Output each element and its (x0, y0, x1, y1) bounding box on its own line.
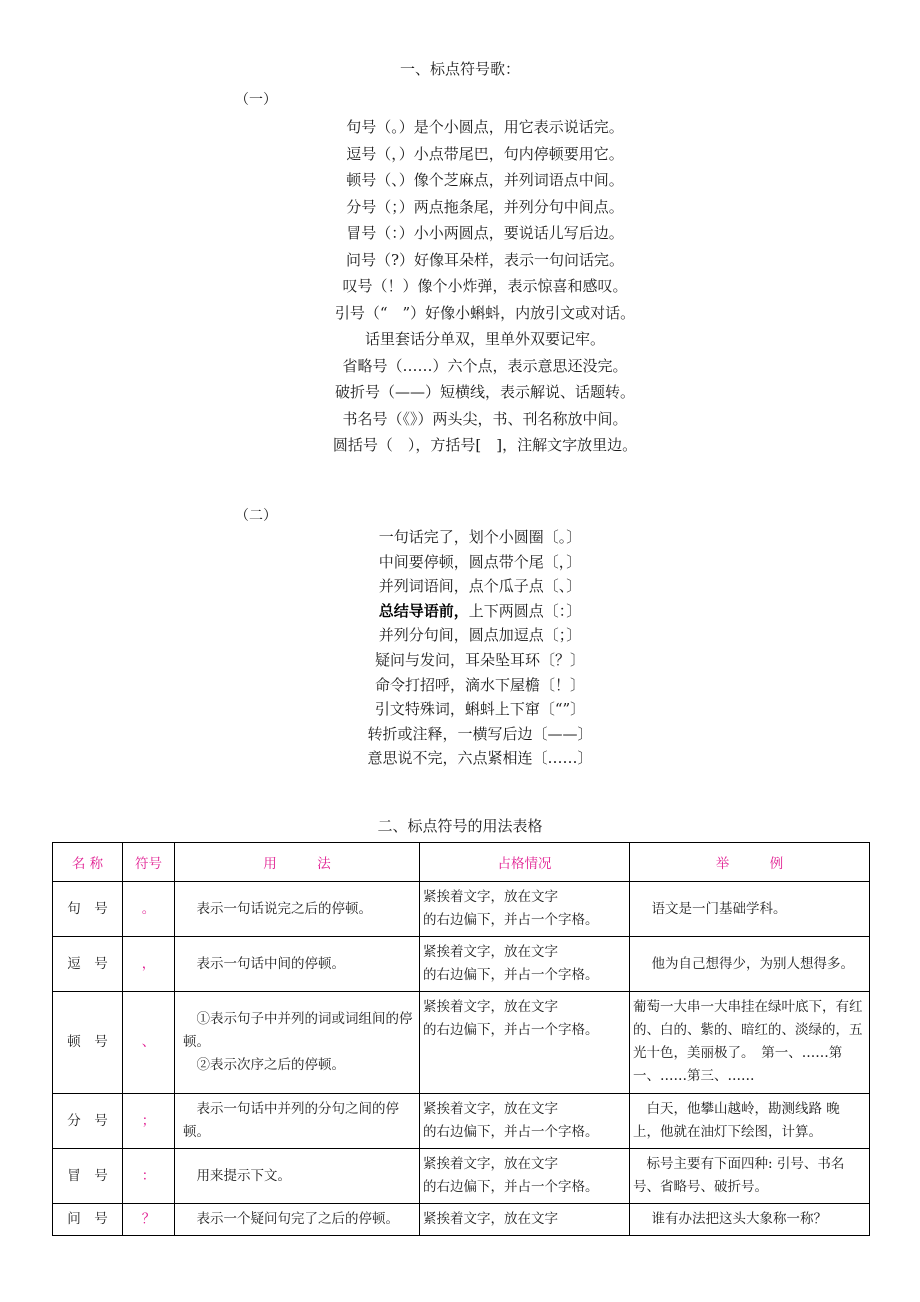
poem2-line: 转折或注释，一横写后边〔——〕 (367, 724, 593, 743)
poem2-line: 引文特殊词，蝌蚪上下窜〔“”〕 (374, 700, 586, 719)
poem1-line: 冒号（：）小小两圆点，要说话儿写后边。 (346, 224, 624, 242)
poem1-line: 省略号（……）六个点，表示意思还没完。 (342, 356, 628, 375)
section1-title: 一、标点符号歌： (399, 60, 520, 78)
row-position (420, 992, 630, 1094)
row-position-line2: 的右边偏下，并占一个字格。 (423, 1179, 599, 1195)
row-example: 语文是一门基础学科。 (630, 882, 870, 937)
poem2-line-rest: 上下两圆点〔：〕 (468, 601, 582, 620)
row-position-line1: 紧挨着文字，放在文字 (423, 999, 558, 1015)
table-header-row (53, 843, 870, 882)
punctuation-table (52, 842, 870, 1236)
poem1-line: 分号（；）两点拖条尾，并列分句中间点。 (346, 197, 624, 216)
poem2-line: 一句话完了，划个小圆圈〔。〕 (378, 528, 582, 546)
row-position-line2: 的右边偏下，并占一个字格。 (423, 1124, 599, 1140)
poem2-line: 命令打招呼，滴水下屋檐〔！〕 (374, 675, 585, 694)
row-name: 顿 号 (53, 992, 123, 1094)
row-symbol: 、 (123, 992, 175, 1094)
row-usage: 用来提示下文。 (175, 1149, 420, 1204)
table-row (53, 937, 870, 992)
poem2-line: 并列词语间，点个瓜子点〔、〕 (378, 577, 582, 596)
row-example: 谁有办法把这头大象称一称？ (630, 1204, 870, 1236)
poem2-line: 并列分句间，圆点加逗点〔；〕 (378, 626, 582, 645)
poem1-line: 破折号（——）短横线，表示解说、话题转。 (334, 383, 635, 401)
row-position-line1: 紧挨着文字，放在文字 (423, 889, 558, 905)
header-symbol: 符号 (123, 843, 175, 882)
table-row (53, 1204, 870, 1236)
row-symbol: 。 (123, 882, 175, 937)
poem1-line: 问号（?）好像耳朵样，表示一句问话完。 (345, 250, 625, 269)
row-position-line1: 紧挨着文字，放在文字 (423, 1101, 558, 1117)
row-position (420, 1149, 630, 1204)
row-usage-line2: ②表示次序之后的停顿。 (196, 1057, 345, 1073)
part2-label: （二） (235, 508, 277, 524)
row-symbol: ， (123, 937, 175, 992)
row-position (420, 937, 630, 992)
row-symbol: ？ (123, 1204, 175, 1236)
header-name: 名 称 (53, 843, 123, 882)
row-name: 问 号 (53, 1204, 123, 1236)
row-example: 标号主要有下面四种: 引号、书名号、省略号、破折号。 (630, 1149, 870, 1204)
row-position (420, 1204, 630, 1236)
row-symbol: ； (123, 1094, 175, 1149)
row-usage-line1: ①表示句子中并列的词或词组间的停顿。 (183, 1011, 413, 1050)
row-name: 分 号 (53, 1094, 123, 1149)
table-row (53, 882, 870, 937)
poem1-line: 叹号（！）像个小炸弹，表示惊喜和感叹。 (342, 277, 628, 295)
poem2-bold-prefix: 总结导语前， (378, 601, 469, 620)
poem2-line: 意思说不完，六点紧相连〔……〕 (367, 749, 593, 768)
table-row (53, 1149, 870, 1204)
row-example: 葡萄一大串一大串挂在绿叶底下，有红的、白的、紫的、暗红的、淡绿的，五光十色，美丽极了。 第一、……第一、……第三、…… (630, 992, 870, 1094)
table-row (53, 1094, 870, 1149)
part1-label: （一） (235, 92, 277, 108)
row-usage: 表示一句话中并列的分句之间的停顿。 (175, 1094, 420, 1149)
row-usage: 表示一句话中间的停顿。 (175, 937, 420, 992)
poem2-line: 疑问与发问，耳朵坠耳环〔？〕 (374, 650, 585, 669)
row-example: 白天，他攀山越岭，勘测线路 晚上，他就在油灯下绘图，计算。 (630, 1094, 870, 1149)
row-example: 他为自己想得少，为别人想得多。 (630, 937, 870, 992)
row-name: 冒 号 (53, 1149, 123, 1204)
poem2-line: 中间要停顿，圆点带个尾〔，〕 (378, 552, 582, 571)
row-usage: 表示一句话说完之后的停顿。 (175, 882, 420, 937)
row-position-line1: 紧挨着文字，放在文字 (423, 1211, 558, 1227)
row-usage: 表示一个疑问句完了之后的停顿。 (175, 1204, 420, 1236)
poem2-line (0, 599, 920, 624)
row-name: 逗 号 (53, 937, 123, 992)
row-position-line2: 的右边偏下，并占一个字格。 (423, 967, 599, 983)
row-position-line1: 紧挨着文字，放在文字 (423, 944, 558, 960)
row-symbol: ： (123, 1149, 175, 1204)
table-row (53, 992, 870, 1094)
row-position (420, 1094, 630, 1149)
row-position (420, 882, 630, 937)
row-usage (175, 992, 420, 1094)
poem1-line: 引号（“ ”）好像小蝌蚪，内放引文或对话。 (334, 303, 636, 322)
header-position: 占格情况 (420, 843, 630, 882)
poem1-line: 话里套话分单双，里单外双要记牢。 (364, 330, 605, 348)
poem-part2 (0, 525, 920, 771)
section2-title: 二、标点符号的用法表格 (377, 817, 543, 835)
row-position-line2: 的右边偏下，并占一个字格。 (423, 1022, 599, 1038)
header-example: 举 例 (630, 843, 870, 882)
poem1-line: 圆括号（ ），方括号[ ]，注解文字放里边。 (332, 436, 638, 454)
row-position-line2: 的右边偏下，并占一个字格。 (423, 912, 599, 928)
poem1-line: 书名号（《》）两头尖，书、刊名称放中间。 (342, 409, 628, 428)
poem1-line: 句号（。）是个小圆点，用它表示说话完。 (346, 118, 624, 136)
poem1-line: 逗号（，）小点带尾巴，句内停顿要用它。 (346, 144, 624, 163)
poem-part1 (0, 114, 920, 459)
row-position-line1: 紧挨着文字，放在文字 (423, 1156, 558, 1172)
header-usage: 用 法 (175, 843, 420, 882)
row-name: 句 号 (53, 882, 123, 937)
poem1-line: 顿号（、）像个芝麻点，并列词语点中间。 (346, 171, 624, 189)
